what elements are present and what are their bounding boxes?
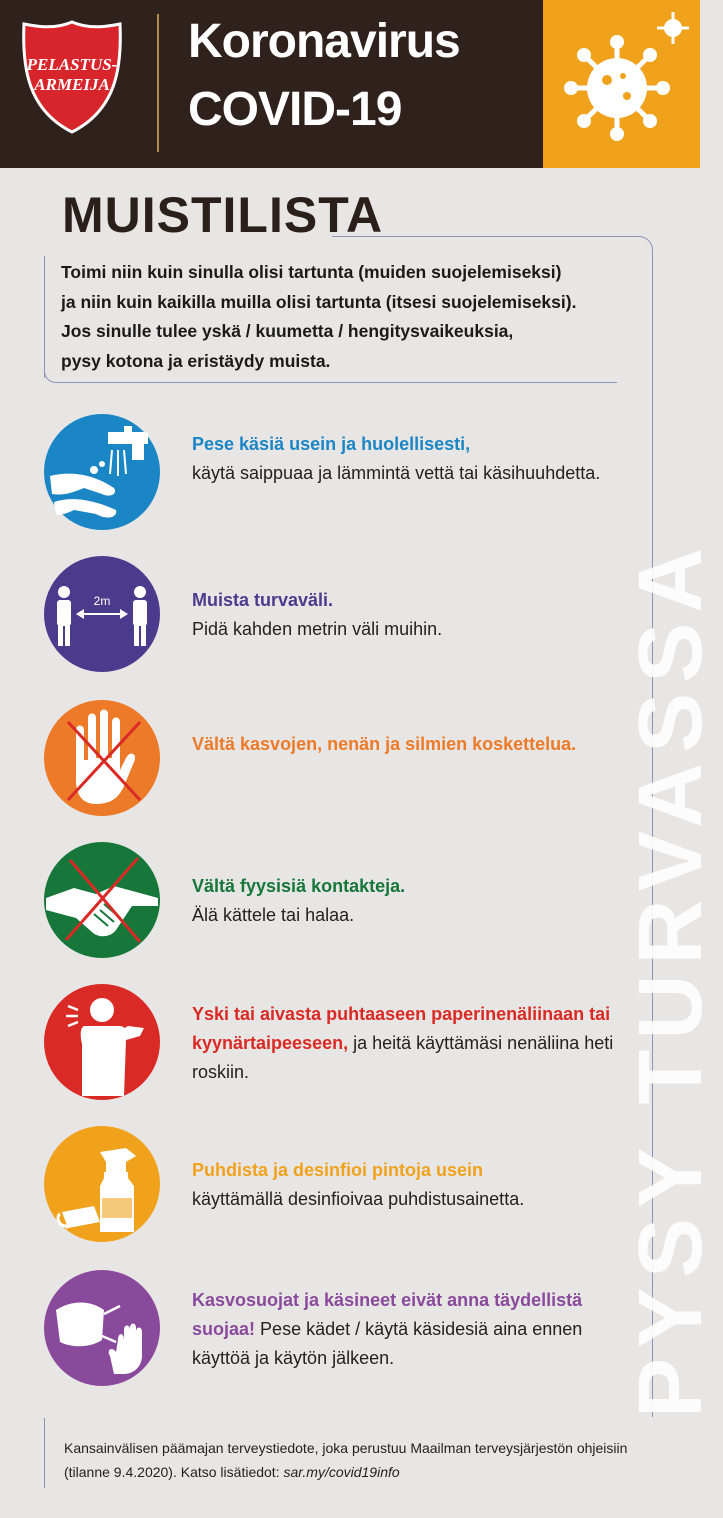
item-text bbox=[192, 1286, 642, 1373]
item-lead: Vältä fyysisiä kontakteja. bbox=[192, 876, 406, 896]
header-divider bbox=[157, 14, 159, 152]
item-body: Pese kädet / käytä käsidesiä aina ennen käyttöä ja käytön jälkeen. bbox=[192, 1319, 583, 1368]
item-lead: Kasvosuojat ja käsineet eivät anna täydellistä suojaa! bbox=[192, 1290, 583, 1339]
logo-text-1: PELASTUS- bbox=[26, 55, 118, 74]
item-lead: Muista turvaväli. bbox=[192, 590, 334, 610]
item-text bbox=[192, 730, 642, 759]
item-lead: Vältä kasvojen, nenän ja silmien koskettelua. bbox=[192, 734, 577, 754]
list-item bbox=[44, 984, 654, 1104]
intro-line: pysy kotona ja eristäydy muista. bbox=[61, 350, 331, 371]
no-handshake-icon bbox=[44, 842, 160, 958]
spray-bottle-icon bbox=[44, 1126, 160, 1242]
vertical-slogan: PYSY TURVASSA bbox=[621, 537, 721, 1418]
intro-line: Jos sinulle tulee yskä / kuumetta / hengitysvaikeuksia, bbox=[61, 321, 514, 341]
item-text bbox=[192, 430, 642, 488]
footer bbox=[64, 1436, 674, 1484]
handwash-icon bbox=[44, 414, 160, 530]
title-line-2: COVID-19 bbox=[188, 83, 402, 136]
footer-text: Kansainvälisen päämajan terveystiedote, joka perustuu Maailman terveysjärjestön ohjeisiin (tilanne 9.4.2020). Katso lisätiedot: bbox=[64, 1440, 628, 1480]
list-item bbox=[44, 1126, 654, 1246]
title-line-1: Koronavirus bbox=[188, 15, 460, 68]
distance-icon bbox=[44, 556, 160, 672]
item-text bbox=[192, 872, 642, 930]
intro-line: Toimi niin kuin sinulla olisi tartunta (muiden suojelemiseksi) bbox=[61, 262, 562, 282]
virus-icon-box bbox=[543, 0, 700, 168]
list-item bbox=[44, 414, 654, 534]
item-text bbox=[192, 586, 642, 644]
no-touch-face-icon bbox=[44, 700, 160, 816]
item-text bbox=[192, 1000, 642, 1087]
intro-line: ja niin kuin kaikilla muilla olisi tartunta (itsesi suojelemiseksi). bbox=[61, 291, 577, 312]
list-item bbox=[44, 842, 654, 962]
logo-text-2: ARMEIJA bbox=[34, 75, 110, 94]
footer-frame bbox=[44, 1418, 59, 1488]
item-text bbox=[192, 1156, 642, 1214]
item-lead: Yski tai aivasta puhtaaseen paperinenäliinaan tai kyynärtaipeeseen, bbox=[192, 1004, 611, 1053]
list-item bbox=[44, 700, 654, 820]
item-body: ja heitä käyttämäsi nenäliina heti roskiin. bbox=[192, 1033, 614, 1082]
intro-text bbox=[44, 256, 641, 378]
distance-label: 2m bbox=[93, 594, 111, 608]
item-lead: Puhdista ja desinfioi pintoja usein bbox=[192, 1160, 484, 1180]
list-item bbox=[44, 1270, 654, 1390]
page-title: MUISTILISTA bbox=[62, 187, 384, 243]
item-body: käytä saippuaa ja lämmintä vettä tai käsihuuhdetta. bbox=[192, 463, 601, 483]
header bbox=[0, 0, 700, 168]
cough-elbow-icon bbox=[44, 984, 160, 1100]
item-body: Älä kättele tai halaa. bbox=[192, 905, 355, 925]
salvation-army-shield-logo bbox=[20, 18, 124, 136]
virus-icon bbox=[543, 0, 700, 168]
intro-frame bbox=[44, 368, 617, 383]
mask-gloves-icon bbox=[44, 1270, 160, 1386]
list-item bbox=[44, 556, 654, 676]
item-body: Pidä kahden metrin väli muihin. bbox=[192, 619, 443, 639]
item-lead: Pese käsiä usein ja huolellisesti, bbox=[192, 434, 471, 454]
info-link[interactable]: sar.my/covid19info bbox=[283, 1464, 400, 1480]
item-body: käyttämällä desinfioivaa puhdistusainetta. bbox=[192, 1189, 525, 1209]
